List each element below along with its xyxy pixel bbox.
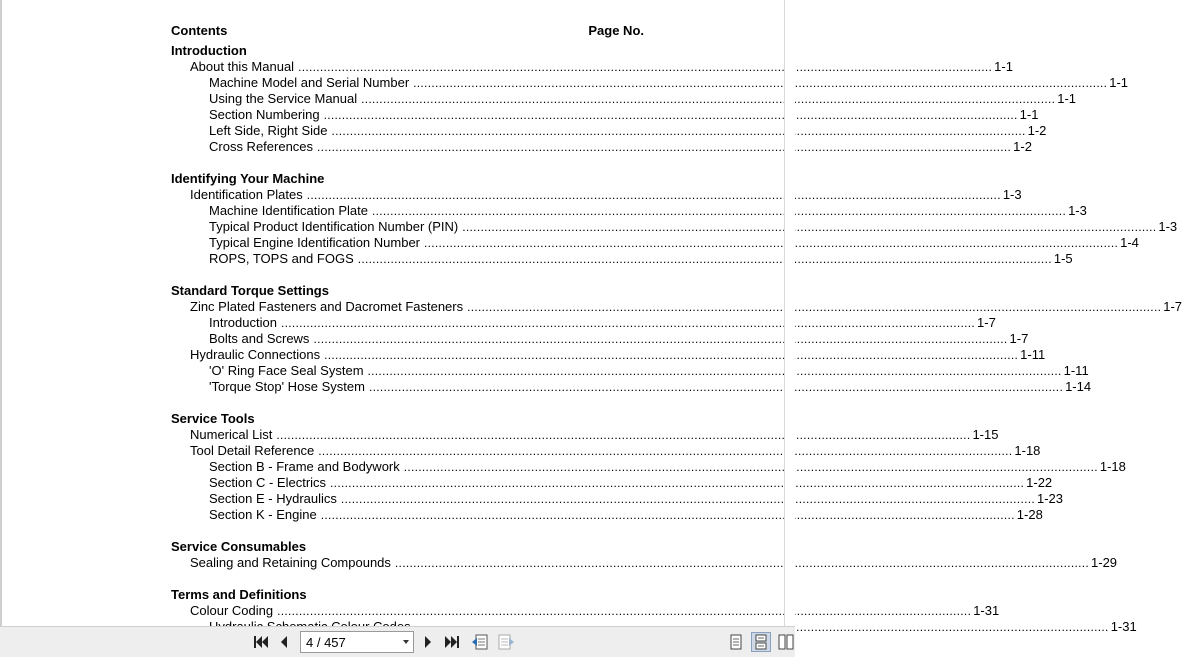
dot-leader — [372, 203, 1066, 219]
dot-leader — [413, 75, 1107, 91]
prev-page-button[interactable] — [276, 632, 292, 652]
toc-entry[interactable] — [171, 331, 1029, 347]
dot-leader — [332, 123, 1026, 139]
last-page-icon — [444, 635, 460, 649]
toc-entry-label: Identification Plates — [190, 187, 303, 202]
continuous-view-button[interactable] — [751, 632, 771, 652]
toc-entry-page: 1-2 — [1027, 123, 1047, 138]
last-page-button[interactable] — [443, 632, 461, 652]
previous-view-icon — [471, 633, 489, 651]
dot-leader — [313, 331, 1007, 347]
toc-entry-page: 1-11 — [1020, 347, 1046, 362]
toc-entry[interactable] — [171, 443, 1041, 459]
dot-leader — [424, 235, 1118, 251]
toc-entry-page: 1-4 — [1120, 235, 1139, 250]
toc-section-title[interactable]: Terms and Definitions — [171, 587, 307, 602]
continuous-view-icon — [754, 634, 768, 650]
document-page[interactable] — [2, 0, 1182, 634]
toc-entry[interactable] — [171, 75, 1129, 91]
toc-list — [171, 43, 1182, 651]
toc-entry[interactable] — [171, 555, 1118, 571]
toc-entry[interactable] — [171, 491, 1064, 507]
toc-entry-page: 1-3 — [1158, 219, 1178, 234]
toc-entry-page: 1-1 — [1019, 107, 1039, 122]
toc-section — [171, 283, 1182, 395]
toc-entry-page: 1-29 — [1091, 555, 1118, 570]
toc-section-title[interactable]: Identifying Your Machine — [171, 171, 325, 186]
vertical-scrollbar[interactable] — [784, 0, 795, 626]
toc-entry[interactable] — [171, 475, 1053, 491]
toc-entry-label: Bolts and Screws — [209, 331, 310, 346]
dot-leader — [324, 347, 1018, 363]
dot-leader — [318, 443, 1012, 459]
toc-entry-page: 1-1 — [1109, 75, 1129, 90]
toc-entry-label: Section K - Engine — [209, 507, 317, 522]
toc-entry-label: Section Numbering — [209, 107, 320, 122]
toc-entry[interactable] — [171, 251, 1073, 267]
toc-entry-page: 1-5 — [1053, 251, 1073, 266]
toc-section-title[interactable]: Service Tools — [171, 411, 255, 426]
dot-leader — [330, 475, 1024, 491]
dot-leader — [277, 603, 971, 619]
first-page-icon — [253, 635, 269, 649]
toc-entry[interactable] — [171, 235, 1139, 251]
dot-leader — [276, 427, 970, 443]
toc-section-title[interactable]: Introduction — [171, 43, 247, 58]
dot-leader — [317, 139, 1011, 155]
next-view-icon — [497, 633, 515, 651]
toc-entry-label: Numerical List — [190, 427, 273, 442]
single-page-view-icon — [729, 634, 743, 650]
toc-entry-label: Section E - Hydraulics — [209, 491, 337, 506]
toc-entry[interactable] — [171, 379, 1092, 395]
toc-entry-label: Tool Detail Reference — [190, 443, 315, 458]
toc-entry[interactable] — [171, 203, 1087, 219]
toc-entry-page: 1-1 — [1057, 91, 1077, 106]
toc-section-title[interactable]: Service Consumables — [171, 539, 307, 554]
dot-leader — [395, 555, 1089, 571]
toc-entry[interactable] — [171, 91, 1077, 107]
toc-entry[interactable] — [171, 139, 1032, 155]
toc-entry[interactable] — [171, 219, 1178, 235]
dot-leader — [361, 91, 1055, 107]
toc-entry-page: 1-28 — [1016, 507, 1043, 522]
dot-leader — [404, 459, 1098, 475]
chevron-down-icon — [403, 640, 409, 644]
first-page-button[interactable] — [252, 632, 270, 652]
toc-entry-label: Section C - Electrics — [209, 475, 327, 490]
toc-entry-page: 1-7 — [977, 315, 996, 330]
toc-entry-label: 'Torque Stop' Hose System — [209, 379, 365, 394]
toc-entry-page: 1-7 — [1009, 331, 1029, 346]
toc-entry[interactable] — [171, 427, 999, 443]
next-page-button[interactable] — [420, 632, 436, 652]
toc-entry-label: 'O' Ring Face Seal System — [209, 363, 364, 378]
toc-entry-page: 1-2 — [1013, 139, 1032, 154]
dot-leader — [298, 59, 992, 75]
toc-entry[interactable] — [171, 459, 1126, 475]
toc-header — [171, 23, 644, 41]
next-page-icon — [422, 635, 434, 649]
toc-entry-page: 1-22 — [1026, 475, 1053, 490]
toc-entry-page: 1-31 — [1110, 619, 1137, 634]
viewer-toolbar — [0, 626, 795, 657]
toc-entry-label: Colour Coding — [190, 603, 274, 618]
toc-entry-label: Introduction — [209, 315, 277, 330]
toc-entry[interactable] — [171, 299, 1182, 315]
toc-entry-label: Cross References — [209, 139, 314, 154]
page-number-select[interactable] — [300, 631, 414, 653]
dot-leader — [368, 363, 1062, 379]
toc-entry-label: About this Manual — [190, 59, 295, 74]
toc-section — [171, 171, 1178, 267]
toc-entry-label: Using the Service Manual — [209, 91, 358, 106]
toc-entry-page: 1-3 — [1002, 187, 1022, 202]
toc-entry-page: 1-3 — [1068, 203, 1087, 218]
toc-entry-label: Machine Identification Plate — [209, 203, 368, 218]
toc-title: Contents — [171, 23, 228, 38]
dot-leader — [467, 299, 1161, 315]
toc-entry-page: 1-11 — [1063, 363, 1089, 378]
dot-leader — [462, 219, 1156, 235]
single-page-view-button[interactable] — [727, 632, 745, 652]
toc-entry[interactable] — [171, 347, 1046, 363]
toc-entry-page: 1-15 — [972, 427, 999, 442]
toc-entry-page: 1-1 — [994, 59, 1013, 74]
dot-leader — [307, 187, 1001, 203]
toc-entry-label: ROPS, TOPS and FOGS — [209, 251, 354, 266]
page-number-value: 4 / 457 — [306, 635, 346, 650]
dot-leader — [358, 251, 1052, 267]
toc-section — [171, 43, 1129, 155]
next-view-button[interactable] — [496, 632, 516, 652]
dot-leader — [281, 315, 975, 331]
toc-entry[interactable] — [171, 603, 1000, 619]
toc-entry-label: Typical Product Identification Number (PIN) — [209, 219, 459, 234]
toc-entry-label: Typical Engine Identification Number — [209, 235, 421, 250]
toc-entry-page: 1-31 — [973, 603, 1000, 618]
toc-entry[interactable] — [171, 507, 1043, 523]
prev-page-icon — [278, 635, 290, 649]
dot-leader — [369, 379, 1063, 395]
toc-entry-label: Hydraulic Connections — [190, 347, 321, 362]
toc-entry-page: 1-18 — [1014, 443, 1041, 458]
facing-pages-view-button[interactable] — [777, 632, 795, 652]
toc-entry-page: 1-18 — [1099, 459, 1126, 474]
toc-entry-page: 1-14 — [1065, 379, 1092, 394]
toc-entry-page: 1-23 — [1036, 491, 1064, 506]
toc-entry-label: Section B - Frame and Bodywork — [209, 459, 400, 474]
facing-pages-view-icon — [778, 634, 794, 650]
toc-section — [171, 411, 1126, 523]
dot-leader — [324, 107, 1018, 123]
toc-entry[interactable] — [171, 107, 1039, 123]
toc-entry[interactable] — [171, 187, 1022, 203]
toc-entry[interactable] — [171, 59, 1013, 75]
toc-entry[interactable] — [171, 363, 1089, 379]
toc-section-title[interactable]: Standard Torque Settings — [171, 283, 329, 298]
dot-leader — [321, 507, 1015, 523]
toc-entry-label: Sealing and Retaining Compounds — [190, 555, 391, 570]
toc-page-column-label: Page No. — [588, 23, 644, 38]
toc-entry[interactable] — [171, 123, 1047, 139]
toc-entry-page: 1-7 — [1163, 299, 1182, 314]
toc-entry[interactable] — [171, 315, 996, 331]
previous-view-button[interactable] — [470, 632, 490, 652]
toc-entry-label: Zinc Plated Fasteners and Dacromet Fasteners — [190, 299, 464, 314]
toc-entry-label: Machine Model and Serial Number — [209, 75, 410, 90]
dot-leader — [341, 491, 1035, 507]
toc-entry-label: Left Side, Right Side — [209, 123, 328, 138]
toc-section — [171, 539, 1118, 571]
